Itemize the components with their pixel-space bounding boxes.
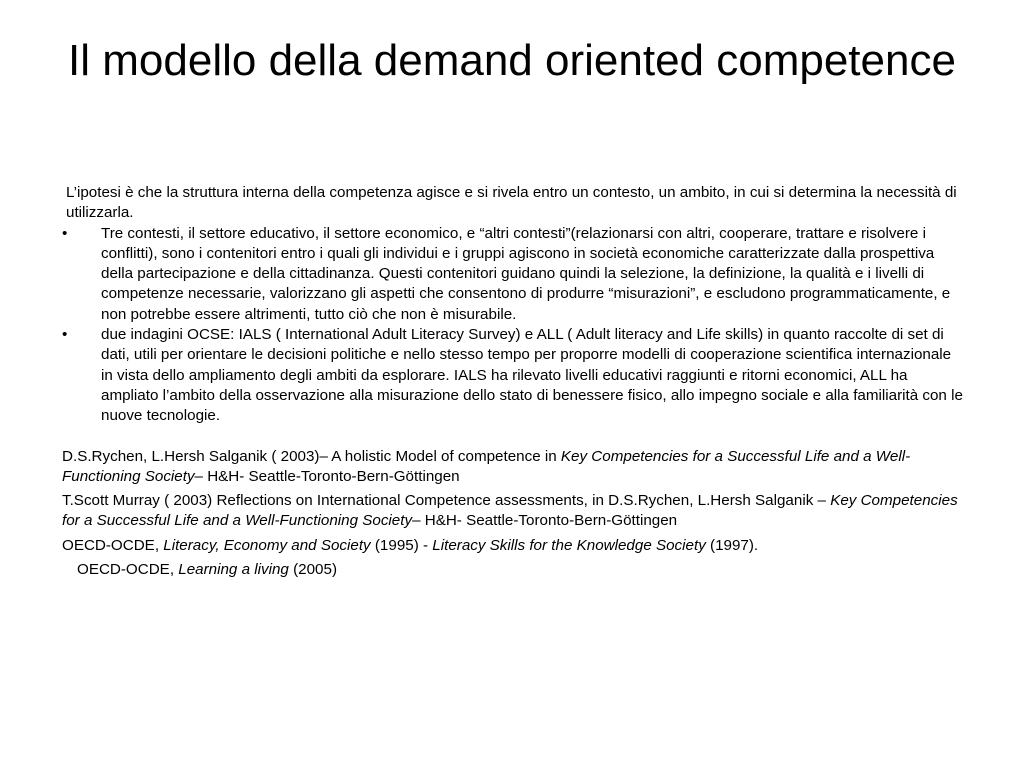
ref-text: – H&H- Seattle-Toronto-Bern-Göttingen <box>194 467 460 485</box>
reference-oecd-literacy <box>62 536 967 556</box>
ref-text: D.S.Rychen, L.Hersh Salganik ( 2003)– A holistic Model of competence in <box>62 447 561 465</box>
bullet-item <box>62 224 967 325</box>
ref-text: (1995) - <box>370 536 433 554</box>
reference-oecd-learning <box>62 560 967 580</box>
bullet-text: Tre contesti, il settore educativo, il settore economico, e “altri contesti”(relazionarsi con altri, cooperare, trattare e risolvere i conflitti), sono i contenitori entro i quali gli individui e i gruppi agiscono in società economiche caratterizzate dalla prospettiva della partecipazione e della cittadinanza. Questi contenitori guidano quindi la selezione, la definizione, la qualità e i livelli di competenze necessarie, valorizzano gli aspetti che consentono di produrre “misurazioni”, e escludono programmaticamente, e non potrebbe essere altrimenti, tutto ciò che non è misurabile. <box>101 224 951 323</box>
ref-title: Literacy Skills for the Knowledge Society <box>432 536 706 554</box>
ref-text: OECD-OCDE, <box>77 561 179 579</box>
ref-title: Learning a living <box>178 561 289 579</box>
ref-text: T.Scott Murray ( 2003) Reflections on International Competence assessments, in D.S.Rychen, L.Hersh Salganik – <box>62 492 831 510</box>
intro-paragraph: L’ipotesi è che la struttura interna della competenza agisce e si rivela entro un contesto, un ambito, in cui si determina la necessità di utilizzarla. <box>66 184 957 222</box>
bullet-icon: • <box>62 326 68 344</box>
spacer <box>62 427 967 447</box>
ref-title: Key Competencies for a Successful Life and a Well-Functioning Society <box>62 492 958 530</box>
bullet-icon: • <box>62 224 68 242</box>
bullet-text: due indagini OCSE: IALS ( International Adult Literacy Survey) e ALL ( Adult literacy and Life skills) in quanto raccolte di set di dati, utili per orientare le decisioni politiche e nello stesso tempo per proporre modelli di cooperazione scientifica internazionale in vista dello ampliamento degli ambiti da esplorare. IALS ha rilevato livelli educativi raggiunti e ritorni economici, ALL ha ampliato l’ambito della osservazione alla misurazione dello stato di benessere fisico, allo impegno sociale e alla familiarità con le nuove tecnologie. <box>101 326 963 425</box>
ref-text: (2005) <box>288 561 337 579</box>
bullet-item <box>62 325 967 426</box>
ref-title: Key Competencies for a Successful Life and a Well-Functioning Society <box>62 447 911 485</box>
reference-murray <box>62 491 967 532</box>
ref-text: – H&H- Seattle-Toronto-Bern-Göttingen <box>412 512 678 530</box>
slide-body <box>62 183 967 580</box>
reference-rychen <box>62 447 967 488</box>
ref-text: OECD-OCDE, <box>62 536 164 554</box>
ref-text: (1997). <box>705 536 759 554</box>
ref-title: Literacy, Economy and Society <box>163 536 371 554</box>
slide-title: Il modello della demand oriented competence <box>68 36 956 85</box>
